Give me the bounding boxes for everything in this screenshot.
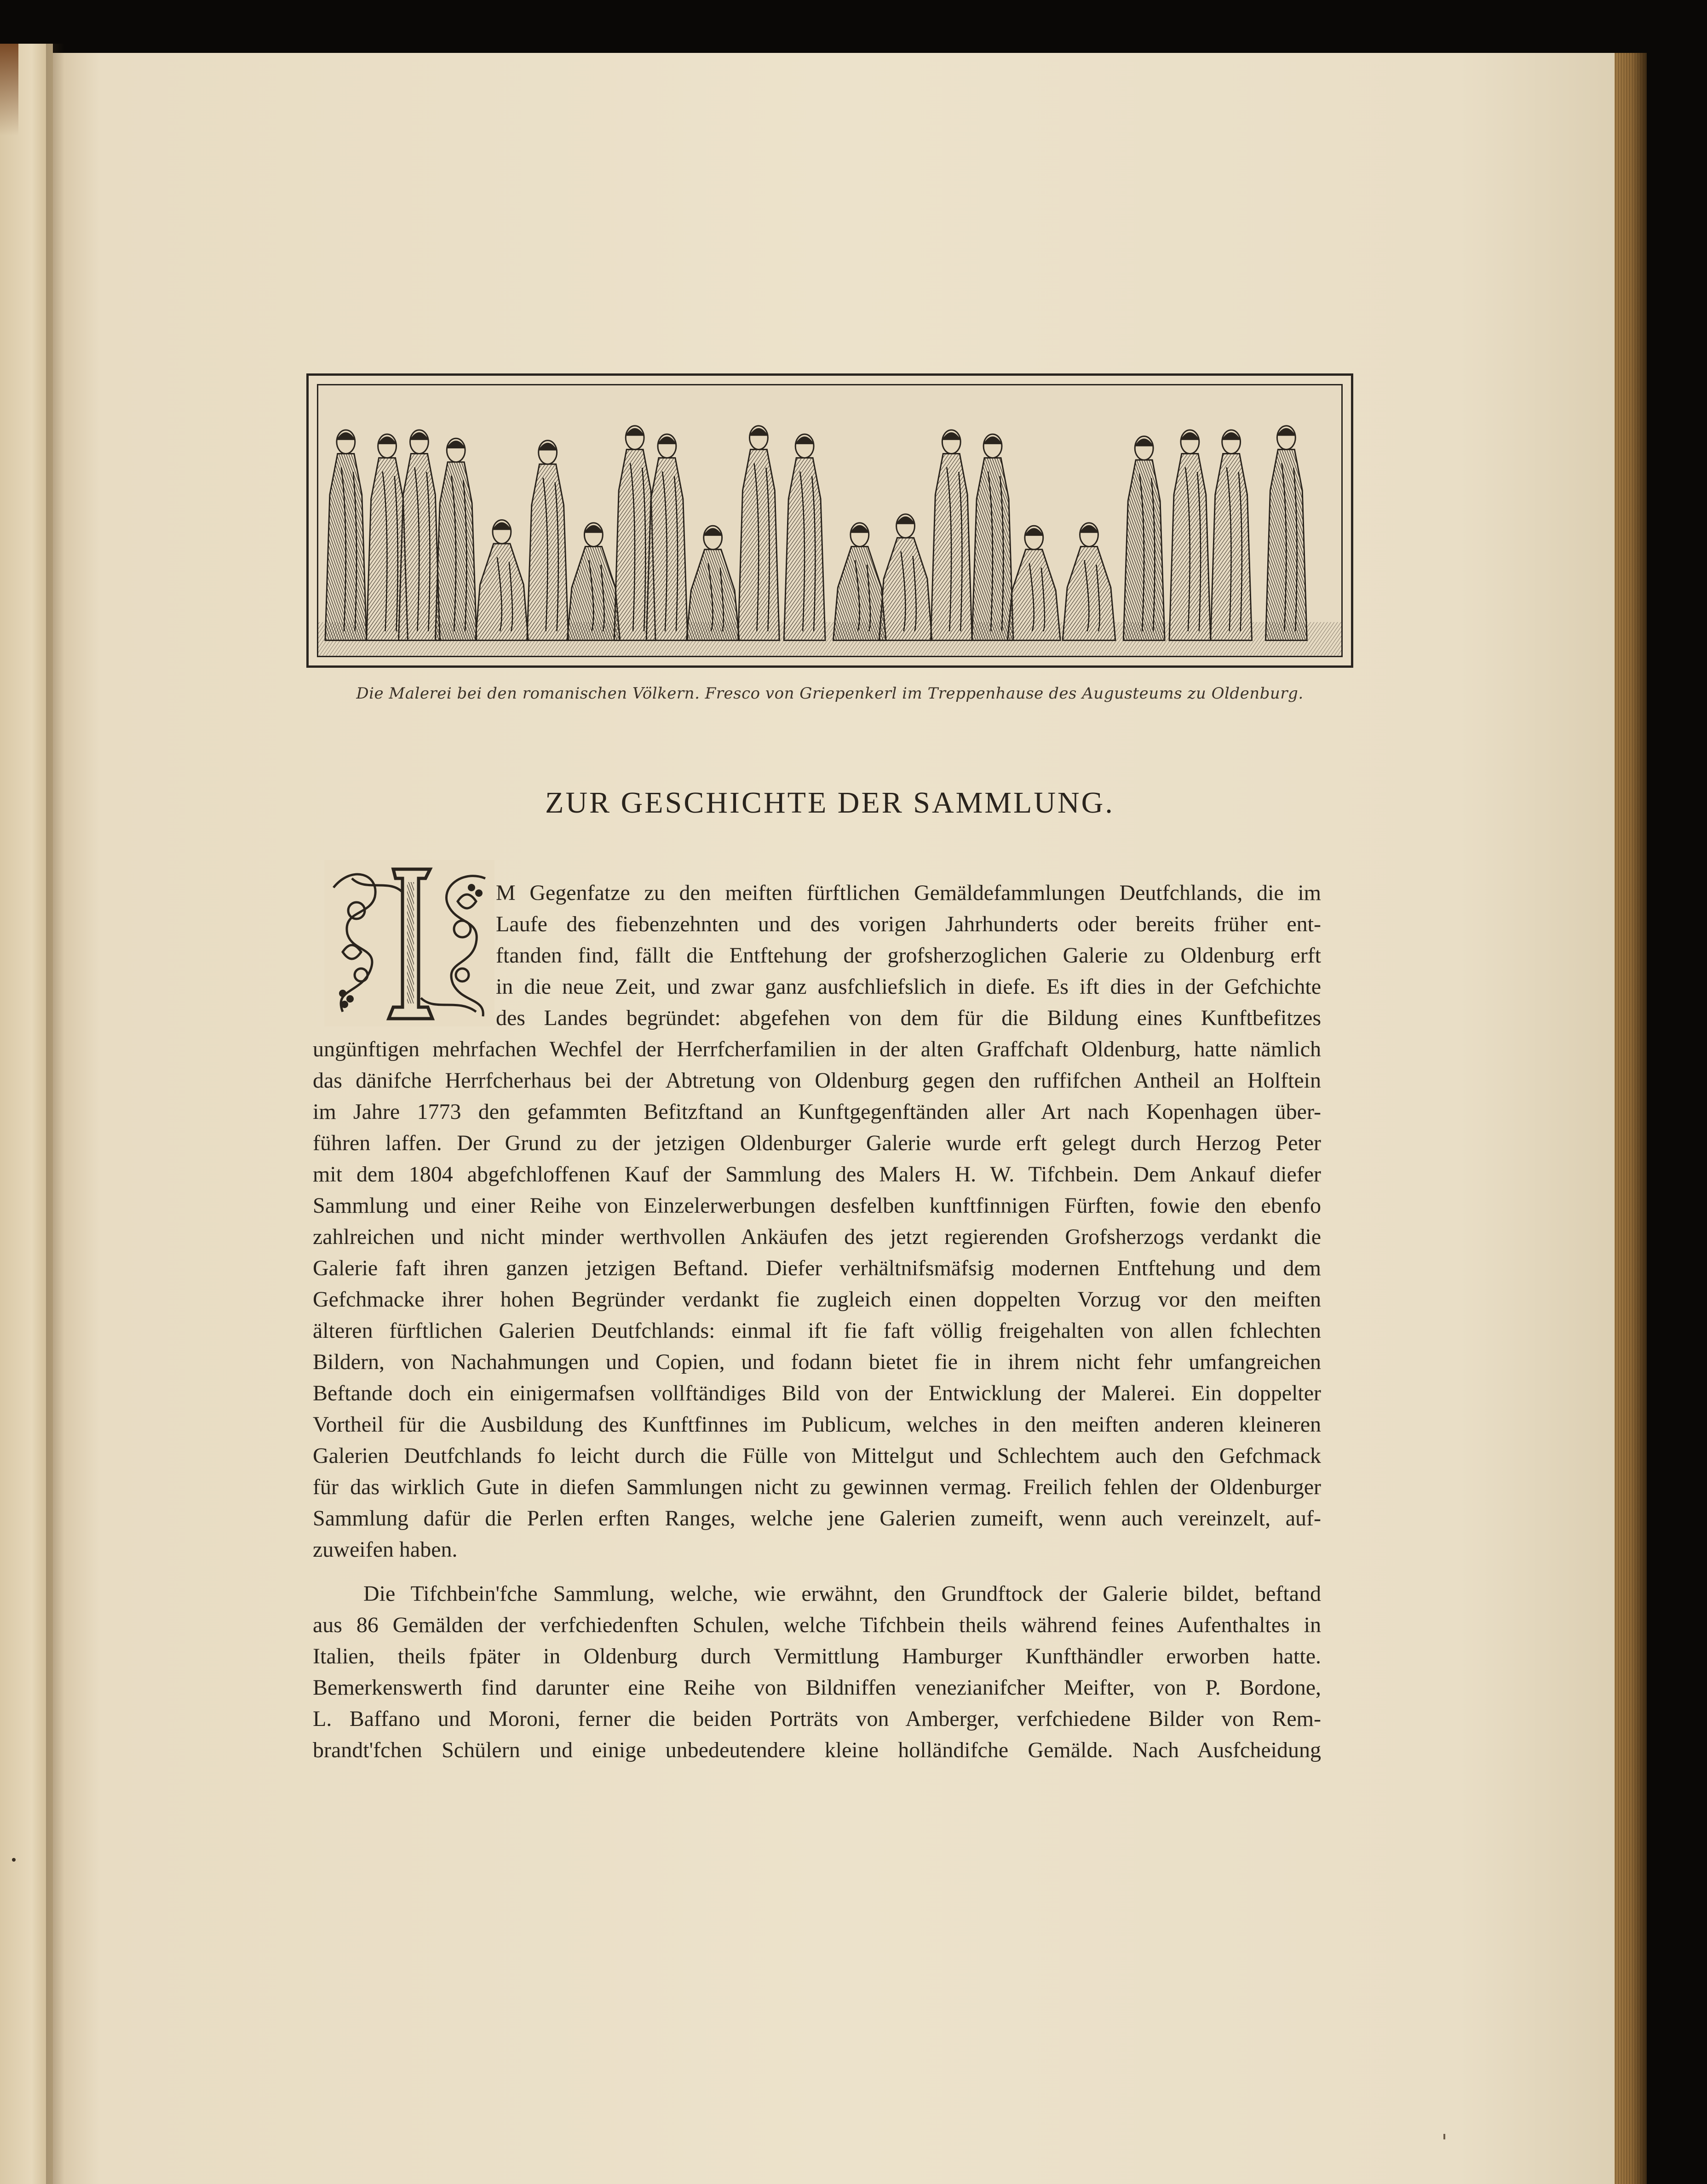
text-line: Italien, theils fpäter in Oldenburg durch Vermittlung Hamburger Kunfthändler erworben hatte. <box>313 1644 1321 1668</box>
frieze-illustration <box>306 373 1353 668</box>
decorated-initial-letter <box>324 860 494 1026</box>
text-line: Galerien Deutfchlands fo leicht durch die Fülle von Mittelgut und Schlechtem auch den Gefchmack <box>313 1444 1321 1468</box>
text-line: ungünftigen mehrfachen Wechfel der Herrfcherfamilien in der alten Graffchaft Oldenburg, hatte nämlich <box>313 1037 1321 1061</box>
text-line: L. Baffano und Moroni, ferner die beiden Porträts von Amberger, verfchiedene Bilder von Rem- <box>313 1707 1321 1731</box>
text-line: für das wirklich Gute in diefen Sammlungen nicht zu gewinnen vermag. Freilich fehlen der Oldenburger <box>313 1475 1321 1499</box>
text-line: Laufe des fiebenzehnten und des vorigen Jahrhunderts oder bereits früher ent- <box>496 912 1321 936</box>
text-line: älteren fürftlichen Galerien Deutfchlands: einmal ift fie faft völlig freigehalten von allen fchlechten <box>313 1318 1321 1343</box>
frieze-engraving <box>318 385 1341 656</box>
text-line: zahlreichen und nicht minder werthvollen Ankäufen des jetzt regierenden Grofsherzogs verdankt die <box>313 1225 1321 1249</box>
text-line: Vortheil für die Ausbildung des Kunftfinnes im Publicum, welches in den meiften anderen kleineren <box>313 1412 1321 1437</box>
text-line: Bemerkenswerth find darunter eine Reihe von Bildniffen venezianifcher Meifter, von P. Bordone, <box>313 1675 1321 1700</box>
text-line: Sammlung und einer Reihe von Einzelerwerbungen desfelben kunftfinnigen Fürften, fowie den ebenfo <box>313 1193 1321 1218</box>
text-line: mit dem 1804 abgefchloffenen Kauf der Sammlung des Malers H. W. Tifchbein. Dem Ankauf diefer <box>313 1162 1321 1187</box>
text-line: zuweifen haben. <box>313 1537 458 1562</box>
binding-stain <box>0 44 18 136</box>
text-line: Sammlung dafür die Perlen erften Ranges, welche jene Galerien zumeift, wenn auch vereinzelt, auf- <box>313 1506 1321 1531</box>
text-line: brandt'fchen Schülern und einige unbedeutendere kleine holländifche Gemälde. Nach Ausfcheidung <box>313 1738 1321 1762</box>
text-line: aus 86 Gemälden der verfchiedenften Schulen, welche Tifchbein theils während feines Aufenthaltes in <box>313 1613 1321 1637</box>
text-line: führen laffen. Der Grund zu der jetzigen Oldenburger Galerie wurde erft gelegt durch Herzog Peter <box>313 1131 1321 1155</box>
text-line: im Jahre 1773 den gefammten Befitzftand an Kunftgegenftänden aller Art nach Kopenhagen über- <box>313 1100 1321 1124</box>
text-line: Bildern, von Nachahmungen und Copien, und fodann bietet fie in ihrem nicht fehr umfangreichen <box>313 1350 1321 1374</box>
text-line: des Landes begründet: abgefehen von dem für die Bildung eines Kunftbefitzes <box>496 1006 1321 1030</box>
text-line: Die Tifchbein'fche Sammlung, welche, wie erwähnt, den Grundftock der Galerie bildet, beftand <box>363 1582 1321 1606</box>
illustration-caption: Die Malerei bei den romanischen Völkern. Fresco von Griepenkerl im Treppenhause des Augusteums zu Oldenburg. <box>356 684 1304 703</box>
text-line: das dänifche Herrfcherhaus bei der Abtretung von Oldenburg gegen den ruffifchen Antheil an Holftein <box>313 1068 1321 1093</box>
text-line: Beftande doch ein einigermafsen vollftändiges Bild von der Entwicklung der Malerei. Ein doppelter <box>313 1381 1321 1405</box>
text-line: Galerie faft ihren ganzen jetzigen Beftand. Diefer verhältnifsmäfsig modernen Entftehung und dem <box>313 1256 1321 1280</box>
paper-speck <box>12 1858 16 1862</box>
text-line: M Gegenfatze zu den meiften fürftlichen Gemäldefammlungen Deutfchlands, die im <box>496 881 1321 905</box>
text-line: Gefchmacke ihrer hohen Begründer verdankt fie zugleich einen doppelten Vorzug vor den meiften <box>313 1287 1321 1312</box>
signature-mark <box>1443 2134 1445 2139</box>
fore-edge-page-lines <box>1615 53 1645 2184</box>
text-line: ftanden find, fällt die Entftehung der grofsherzoglichen Galerie zu Oldenburg erft <box>496 943 1321 968</box>
text-line: in die neue Zeit, und zwar ganz ausfchliefslich in diefe. Es ift dies in der Gefchichte <box>496 974 1321 999</box>
section-title: ZUR GESCHICHTE DER SAMMLUNG. <box>545 786 1115 820</box>
page-gutter-shadow <box>46 44 64 2184</box>
left-page-edge <box>0 44 53 2184</box>
frieze-inner-border <box>317 384 1343 657</box>
